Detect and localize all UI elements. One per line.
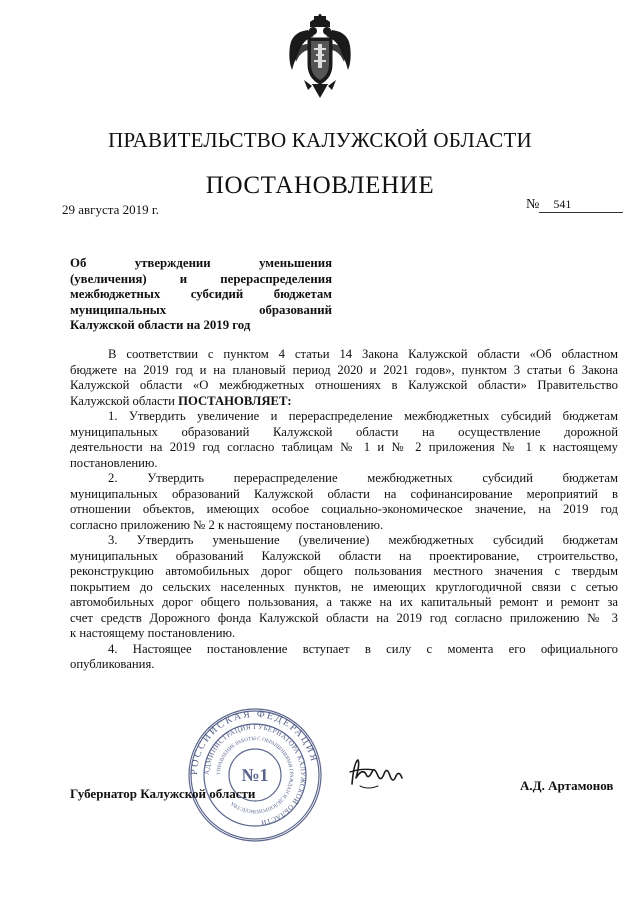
item3-line: к настоящему постановлению. [70, 626, 236, 640]
subject-line: (увеличения) и перераспределения [70, 271, 332, 286]
preamble-line: В соответствии с пунктом 4 статьи 14 Закона Калужской области «Об областном [108, 347, 618, 361]
seal-outer-text: РОССИЙСКАЯ ФЕДЕРАЦИЯ [188, 708, 320, 776]
item2-line: отношении объектов, имеющих особое социально-экономическое значение, на 2019 год [70, 502, 618, 516]
item1-line: 1. Утвердить увеличение и перераспределение межбюджетных субсидий бюджетам [108, 409, 618, 423]
document-type: ПОСТАНОВЛЕНИЕ [205, 172, 435, 199]
item1-line: деятельности на 2019 год согласно таблицам № 1 и № 2 приложения № 1 к настоящему [70, 440, 618, 454]
item3-line: покрытием до сельских населенных пунктов, не имеющих круглогодичной связи с сетью [70, 579, 618, 594]
document-body [70, 347, 618, 673]
item3-line: автомобильных дорог общего пользования, а также на их капитальный ремонт и ремонт за [70, 595, 618, 609]
number-prefix: № [526, 197, 540, 212]
official-seal-icon [186, 706, 324, 844]
resolves-keyword: ПОСТАНОВЛЯЕТ: [178, 393, 292, 408]
document-subject [70, 256, 332, 334]
subject-line: Калужской области на 2019 год [70, 318, 251, 332]
item4-line: опубликования. [70, 657, 155, 671]
handwritten-signature-icon [348, 754, 406, 794]
subject-line: Об утверждении уменьшения [70, 256, 332, 270]
governor-name: А.Д. Артамонов [520, 778, 614, 793]
item2-line: 2. Утвердить перераспределение межбюджетных субсидий бюджетам [108, 471, 618, 485]
preamble-line: Калужской области «О межбюджетных отношениях в Калужской области» Правительство [70, 378, 618, 392]
item3-line: муниципальных образований Калужской области на проектирование, строительство, [70, 548, 618, 563]
coat-of-arms-icon [288, 14, 352, 102]
item3-line: реконструкцию автомобильных дорог общего пользования местного значения с твердым [70, 564, 618, 578]
document-date: 29 августа 2019 г. [62, 202, 159, 217]
preamble-line [70, 394, 618, 410]
subject-line: муниципальных образований [70, 302, 332, 317]
seal-middle-text: АДМИНИСТРАЦИЯ ГУБЕРНАТОРА КАЛУЖСКОЙ ОБЛАСТИ [202, 722, 308, 827]
number-value: 541 [539, 197, 623, 213]
item2-line: согласно приложению № 2 к настоящему постановлению. [70, 517, 384, 532]
item3-line: 3. Утвердить уменьшение (увеличение) межбюджетных субсидий бюджетам [108, 533, 618, 547]
preamble-tail: Калужской области [70, 393, 175, 408]
governor-title: Губернатор Калужской области [70, 786, 256, 801]
government-name: ПРАВИТЕЛЬСТВО КАЛУЖСКОЙ ОБЛАСТИ [108, 128, 532, 152]
subject-line: межбюджетных субсидий бюджетам [70, 287, 332, 301]
preamble-line: бюджете на 2019 год и на плановый период 2020 и 2021 годов», пунктом 3 статьи 6 Закона [70, 362, 618, 377]
item4-line: 4. Настоящее постановление вступает в силу с момента его официального [108, 641, 618, 656]
seal-inner-text: УПРАВЛЕНИЕ РАБОТЫ С ОБРАЩЕНИЯМИ ГРАЖДАН И ДЕЛОПРОИЗВОДСТВА [215, 735, 295, 815]
item1-line: постановлению. [70, 455, 158, 470]
item3-line: счет средств Дорожного фонда Калужской области на 2019 год согласно приложению № 3 [70, 610, 618, 625]
document-number [526, 197, 623, 213]
seal-number: №1 [241, 765, 269, 785]
item1-line: муниципальных образований Калужской области на осуществление дорожной [70, 424, 618, 439]
item2-line: муниципальных образований Калужской области на софинансирование мероприятий в [70, 486, 618, 501]
